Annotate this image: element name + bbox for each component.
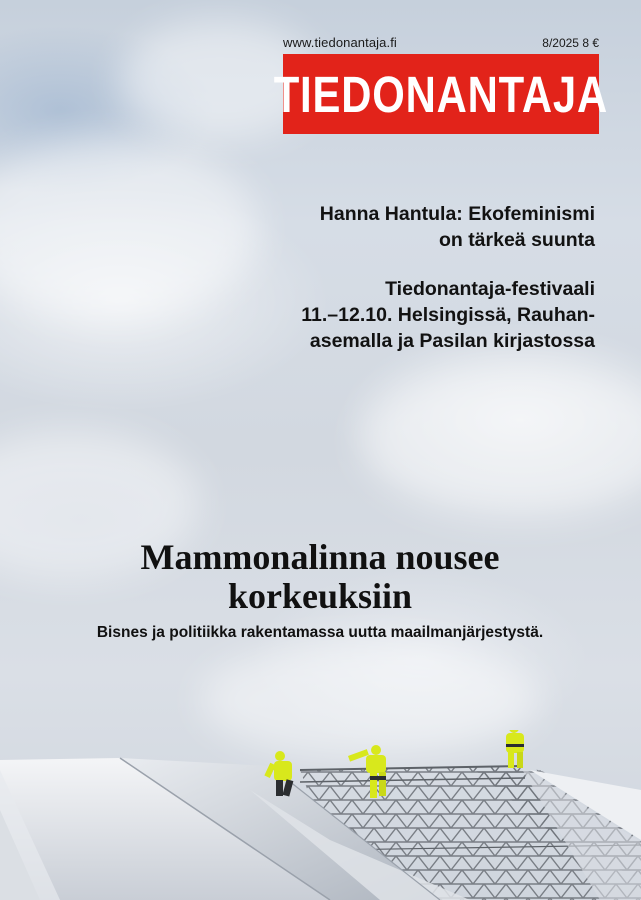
main-story-subtitle: Bisnes ja politiikka rakentamassa uutta maailmanjärjestystä. bbox=[96, 624, 544, 641]
cover-headline-interview bbox=[275, 201, 595, 253]
cloud bbox=[360, 360, 641, 520]
site-url: www.tiedonantaja.fi bbox=[283, 35, 397, 50]
main-title-line: korkeuksiin bbox=[227, 576, 413, 616]
headline-line: on tärkeä suunta bbox=[438, 229, 595, 251]
headline-line: Hanna Hantula: Ekofeminismi bbox=[319, 203, 595, 225]
headline-line: Tiedonantaja-festivaali bbox=[385, 278, 595, 300]
issue-info bbox=[542, 36, 599, 50]
masthead-title: TIEDONANTAJA bbox=[273, 65, 609, 123]
issue-number: 8/2025 bbox=[542, 36, 579, 50]
main-title-line: Mammonalinna nousee bbox=[140, 537, 500, 577]
cloud bbox=[0, 140, 260, 320]
price: 8 € bbox=[582, 36, 599, 50]
headline-line: asemalla ja Pasilan kirjastossa bbox=[309, 330, 595, 352]
main-story-title bbox=[60, 538, 580, 616]
cover-photo-roof-workers bbox=[0, 730, 641, 900]
headline-line: 11.–12.10. Helsingissä, Rauhan- bbox=[301, 304, 595, 326]
masthead bbox=[273, 54, 609, 134]
worker-3 bbox=[506, 730, 524, 768]
cover-headline-festival bbox=[265, 276, 595, 354]
